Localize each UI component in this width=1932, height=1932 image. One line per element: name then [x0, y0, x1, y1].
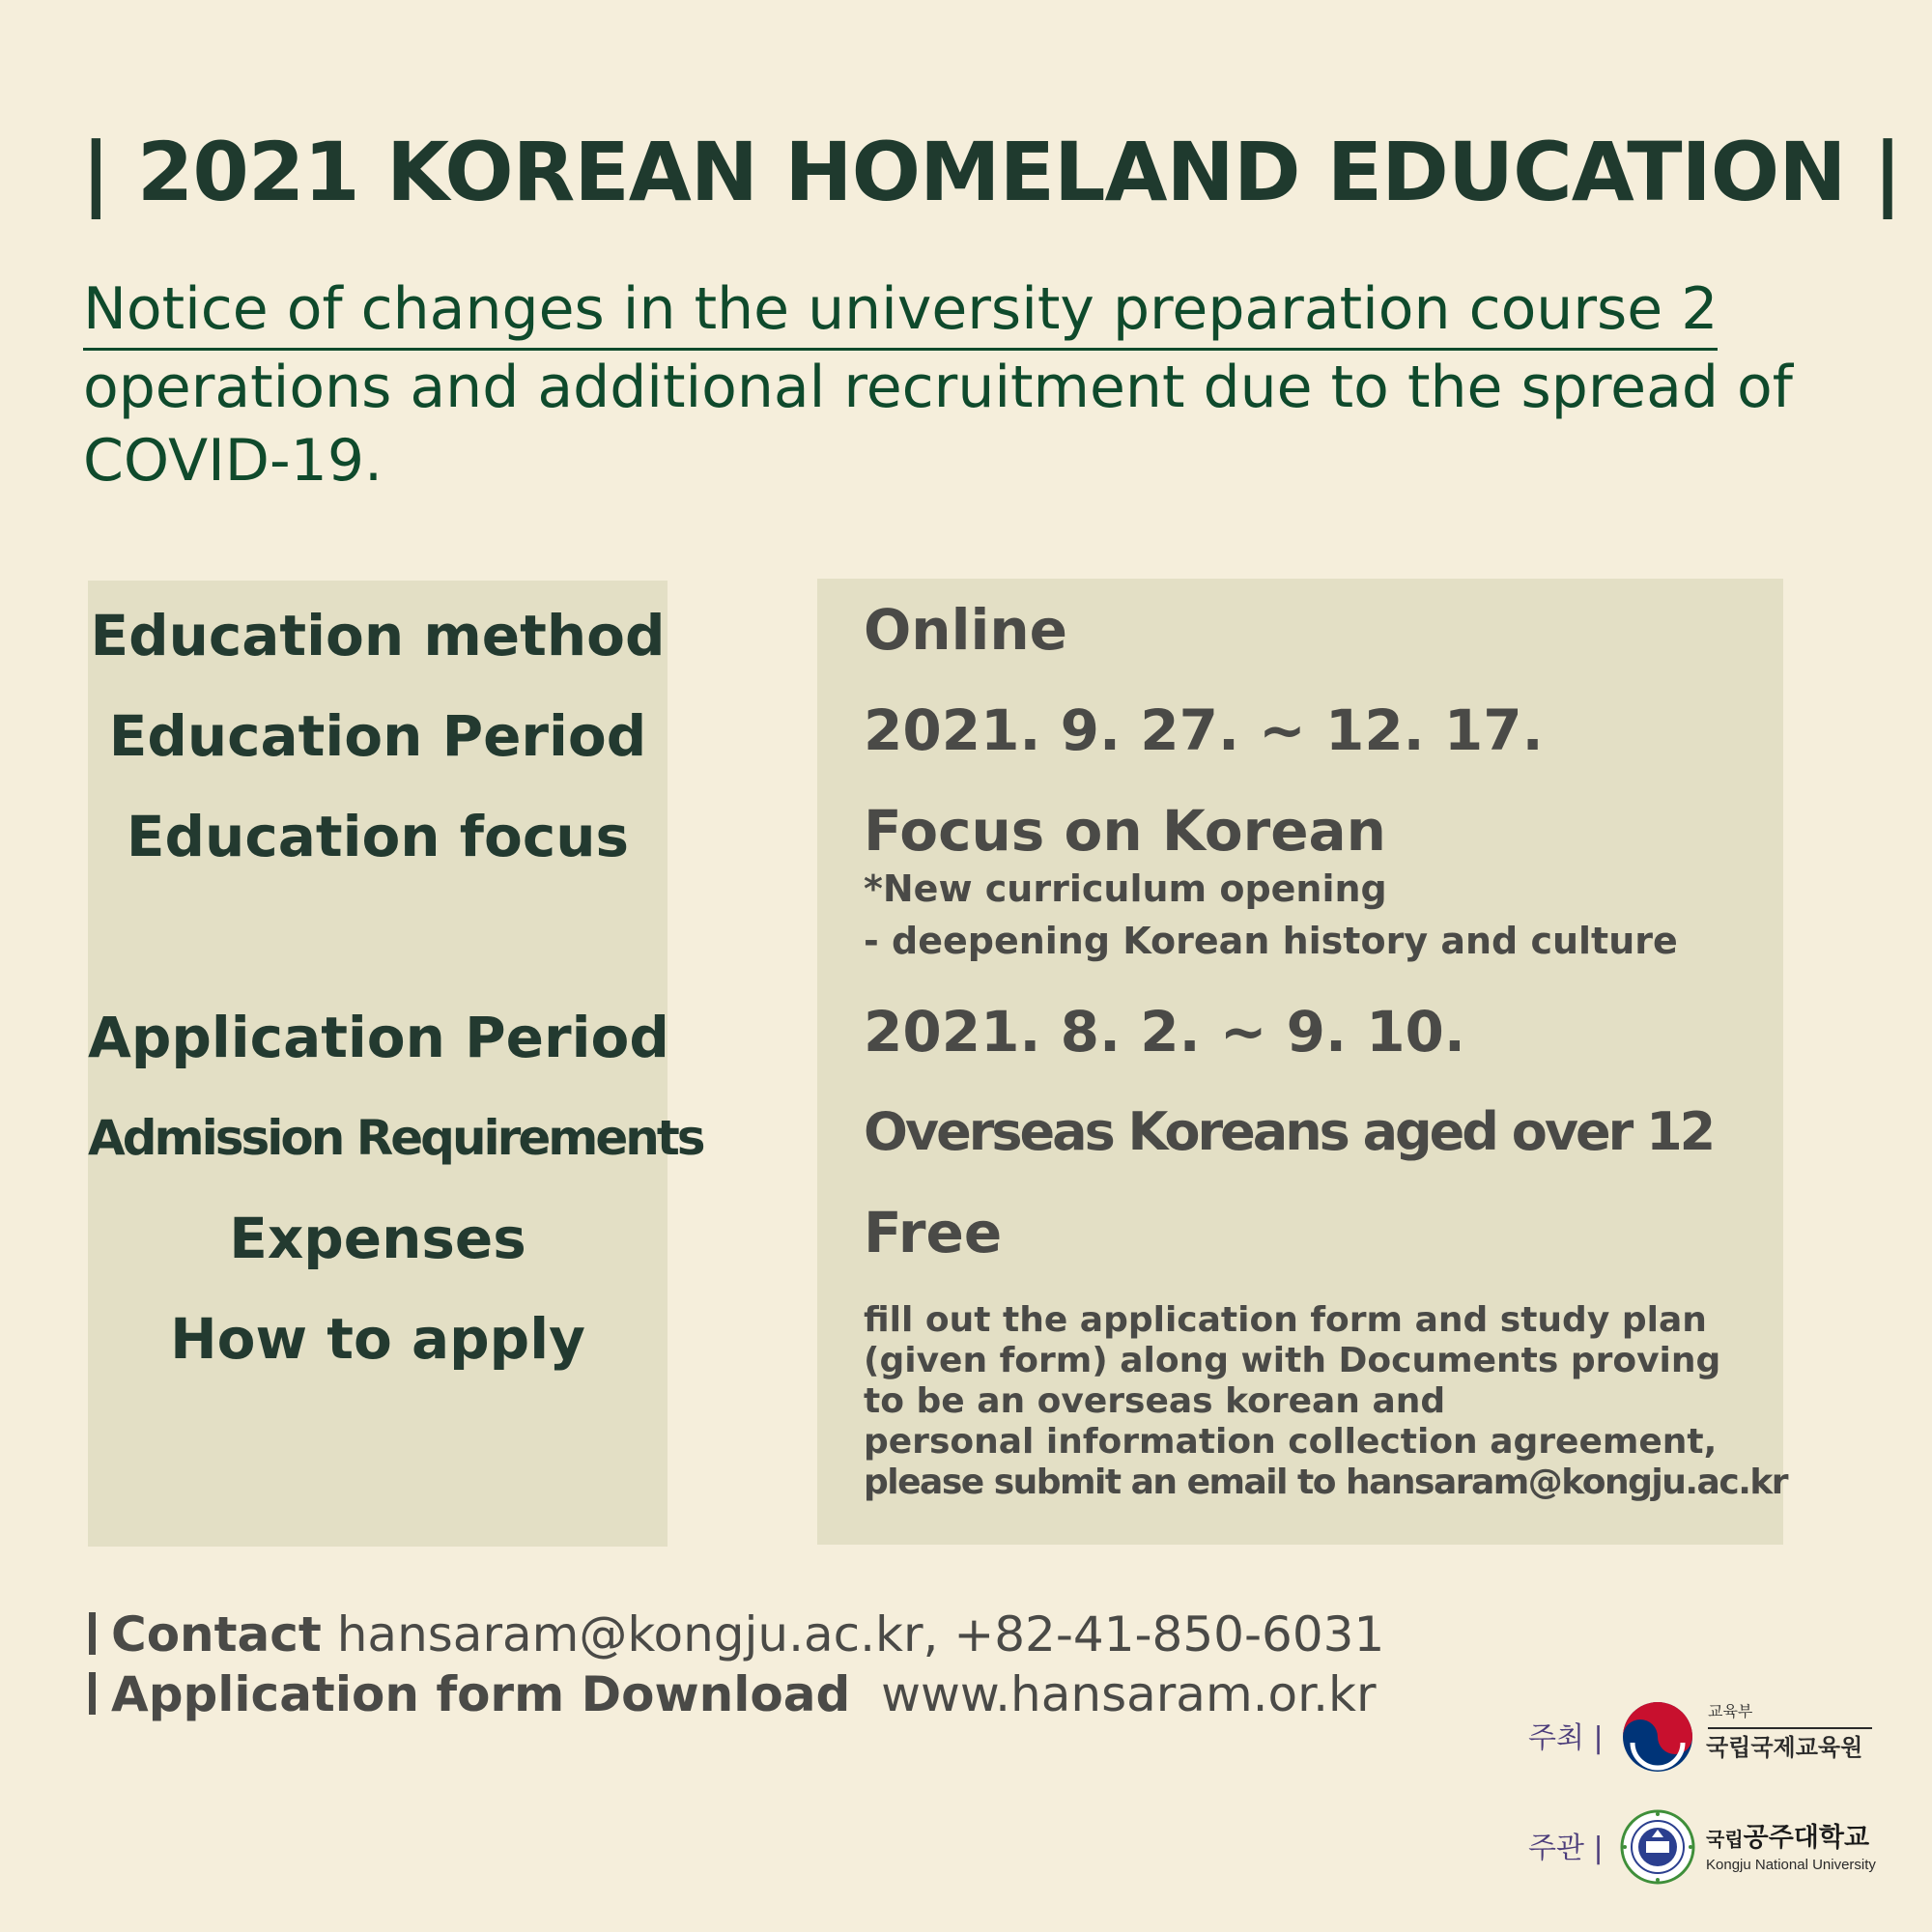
download-line	[89, 1663, 1538, 1725]
label-expenses: Expenses	[229, 1206, 526, 1271]
university-seal-icon	[1619, 1808, 1696, 1886]
download-bar-marker	[89, 1672, 96, 1715]
notice-subtitle	[83, 272, 1899, 497]
organizer-logo	[1522, 1808, 1909, 1895]
info-values-panel	[817, 579, 1788, 1545]
value-education-method: Online	[864, 597, 1067, 663]
host-logo-rule	[1708, 1727, 1872, 1729]
focus-note-new-curriculum: *New curriculum opening	[864, 867, 1387, 910]
label-how-to-apply: How to apply	[170, 1306, 585, 1372]
apply-line-1: fill out the application form and study plan	[864, 1300, 1707, 1340]
value-admission-requirements: Overseas Koreans aged over 12	[864, 1101, 1714, 1162]
host-institute-name: 국립국제교육원	[1706, 1734, 1863, 1761]
value-education-focus: Focus on Korean	[864, 798, 1386, 864]
label-education-method: Education method	[90, 603, 666, 668]
organizer-name-prefix: 국립	[1706, 1828, 1744, 1851]
apply-line-4: personal information collection agreement,	[864, 1422, 1718, 1462]
organizer-english-name: Kongju National University	[1706, 1857, 1876, 1873]
contact-label: Contact	[111, 1606, 322, 1662]
organizer-name-main: 공주대학교	[1743, 1823, 1870, 1853]
contact-value[interactable]: hansaram@kongju.ac.kr, +82-41-850-6031	[336, 1606, 1385, 1662]
label-education-focus: Education focus	[126, 804, 630, 869]
apply-line-5: please submit an email to hansaram@kongju.ac.kr	[864, 1463, 1788, 1502]
label-education-period: Education Period	[108, 703, 647, 769]
host-ministry-label: 교육부	[1708, 1702, 1753, 1720]
value-education-period: 2021. 9. 27. ~ 12. 17.	[864, 697, 1544, 763]
page-title: | 2021 KOREAN HOMELAND EDUCATION |	[81, 125, 1902, 219]
taeguk-emblem-icon	[1619, 1698, 1696, 1776]
subtitle-line-1: Notice of changes in the university preparation course 2	[83, 272, 1718, 351]
subtitle-line-2: operations and additional recruitment due to the spread of	[83, 354, 1793, 421]
focus-note-history-culture: - deepening Korean history and culture	[864, 920, 1678, 962]
value-application-period: 2021. 8. 2. ~ 9. 10.	[864, 999, 1465, 1065]
info-labels-panel	[88, 581, 703, 1547]
label-admission-requirements: Admission Requirements	[88, 1110, 703, 1166]
contact-bar-marker	[89, 1612, 96, 1655]
download-url[interactable]: www.hansaram.or.kr	[881, 1666, 1377, 1722]
organizer-name	[1706, 1822, 1869, 1856]
apply-line-2: (given form) along with Documents proving	[864, 1341, 1721, 1380]
host-prefix: 주최 |	[1528, 1721, 1604, 1755]
organizer-prefix: 주관 |	[1528, 1832, 1604, 1865]
label-application-period: Application Period	[88, 1005, 669, 1070]
contact-line	[89, 1604, 1538, 1665]
host-logo	[1522, 1698, 1909, 1785]
subtitle-line-3: COVID-19.	[83, 427, 384, 495]
download-label: Application form Download	[111, 1666, 851, 1722]
value-how-to-apply	[864, 1300, 1788, 1503]
value-expenses: Free	[864, 1200, 1003, 1265]
apply-line-3: to be an overseas korean and	[864, 1381, 1446, 1421]
